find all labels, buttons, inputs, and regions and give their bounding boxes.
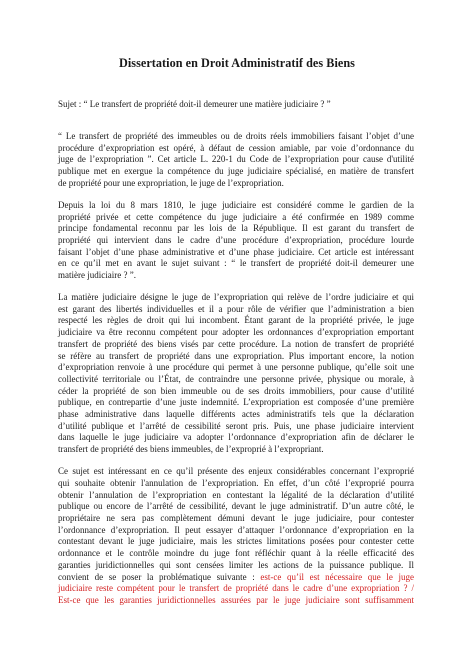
text-line: se réfère au transfert de propriété dans une expropriation. Plus important encore, la notion (58, 350, 414, 361)
text-line: “ Le transfert de propriété des immeubles ou de droits réels immobiliers faisant l’objet d’une (58, 131, 414, 141)
text-line: l’ordonnance d’expropriation. Il peut essayer d’attaquer l’ordonnance d’expropriation en la (58, 524, 414, 535)
text-line: garanties juridictionnelles qui sont censées limiter les actions de la puissance publique. Il (58, 559, 414, 570)
document-body (58, 131, 414, 617)
text-line: d’utilité publique et l’arrêté de cessibilité seront pris. Puis, une phase judiciaire intervient (58, 420, 414, 431)
text-line: procédure d’expropriation est opéré, à défaut de cession amiable, par voie d’ordonnance du (58, 142, 414, 153)
text-line-mixed (58, 572, 414, 584)
text-line: propriété qui intervient dans le cadre d’une procédure d’expropriation, procédure lourde (58, 234, 414, 245)
text-line: faisant l’objet d’une phase administrative et d’une phase judiciaire. Cet article est intéressant (58, 246, 414, 257)
problem-intro-text: convient de se poser la problématique suivante : (58, 571, 261, 582)
text-line: céder la propriété de son bien immeuble ou de ses droits immobiliers, pour cause d’utilité (58, 385, 414, 396)
text-line: judiciaire va être reconnu compétent pour adopter les ordonnances d’expropriation emportant (58, 327, 414, 338)
text-line: de propriété pour une expropriation, le juge de l’expropriation. (58, 177, 284, 188)
text-line: Ce sujet est intéressant en ce qu’il présente des enjeux considérables concernant l’exproprié (58, 466, 414, 477)
text-line: contestant devant le juge judiciaire, mais les strictes limitations posées pour contester cette (58, 536, 414, 547)
text-line: principe fondamental reconnu par les lois de la République. Il est garant du transfert de (58, 223, 414, 234)
text-line: phase administrative dans laquelle différents actes administratifs tels que la déclaration (58, 409, 414, 420)
text-line: transfert de propriété des biens visés par cette procédure. La notion de transfert de propriété (58, 338, 414, 349)
text-line: propriétaire ne sera pas complètement démuni devant le juge judiciaire, pour contester (58, 512, 414, 523)
text-line: respecté les règles de droit qui lui incombent. Étant garant de la propriété privée, le juge (58, 315, 414, 326)
text-line: qui souhaite obtenir l'annulation de l’expropriation. En effet, d’un côté l’exproprié pourra (58, 477, 414, 488)
text-line: La matière judiciaire désigne le juge de l’expropriation qui relève de l’ordre judiciaire et qui (58, 292, 414, 303)
text-line: transfert de propriété des biens immeubles, de l’exproprié à l’expropriant. (58, 444, 324, 455)
text-line: est garant des libertés individuelles et il a pour rôle de vérifier que l’administration a bien (58, 303, 414, 314)
text-line: ordonnance et le contrôle moindre du juge font réfléchir quant à la réelle efficacité des (58, 548, 414, 559)
paragraph-definitions (58, 292, 414, 456)
paragraph-history (58, 200, 414, 282)
text-line: propriété privée et cette compétence du juge judiciaire a été confirmée en 1989 comme (58, 211, 414, 222)
text-line: dans laquelle le juge judiciaire va adopter l’ordonnance d’expropriation afin de déclarer le (58, 432, 414, 443)
text-line: en ce qu’il met en avant le sujet suivant : “ le transfert de propriété doit-il demeurer une (58, 258, 414, 269)
document-subject: Sujet : “ Le transfert de propriété doit-il demeurer une matière judiciaire ? ” (58, 99, 331, 109)
text-line: publique ou encore de l’arrêté de cessibilité, devant le juge administratif. D’un autre côté, le (58, 501, 414, 512)
text-line: d’expropriation renvoie à une procédure qui permet à une personne publique, qu’elle soit une (58, 362, 414, 373)
text-line: publique, en contrepartie d’une juste indemnité. L’expropriation est composée d’une première (58, 397, 414, 408)
problem-question-line: Est-ce que les garanties juridictionnelles assurées par le juge judiciaire sont suffisamment (58, 594, 414, 605)
text-line: matière judiciaire ? ”. (58, 270, 136, 281)
paragraph-problematic (58, 466, 414, 606)
text-line: juge de l’expropriation ”. Cet article L. 220-1 du Code de l’expropriation pour cause d'utilité (58, 154, 414, 165)
text-line: Depuis la loi du 8 mars 1810, le juge judiciaire est considéré comme le gardien de la (58, 199, 414, 210)
text-line: obtenir l’annulation de l’expropriation en contestant la légalité de la déclaration d’utilité (58, 489, 414, 500)
paragraph-intro (58, 131, 414, 190)
problem-question-start: est-ce qu’il est nécessaire que le juge (260, 571, 414, 582)
text-line: publique met en exergue la compétence du juge judiciaire spécialisé, en matière de transfert (58, 166, 414, 177)
problem-question-line: judiciaire reste compétent pour le transfert de propriété dans le cadre d’une expropriation ? / (58, 583, 414, 594)
document-title: Dissertation en Droit Administratif des Biens (119, 56, 355, 70)
text-line: collectivité territoriale ou l’État, de contraindre une personne privée, physique ou morale, à (58, 373, 414, 384)
